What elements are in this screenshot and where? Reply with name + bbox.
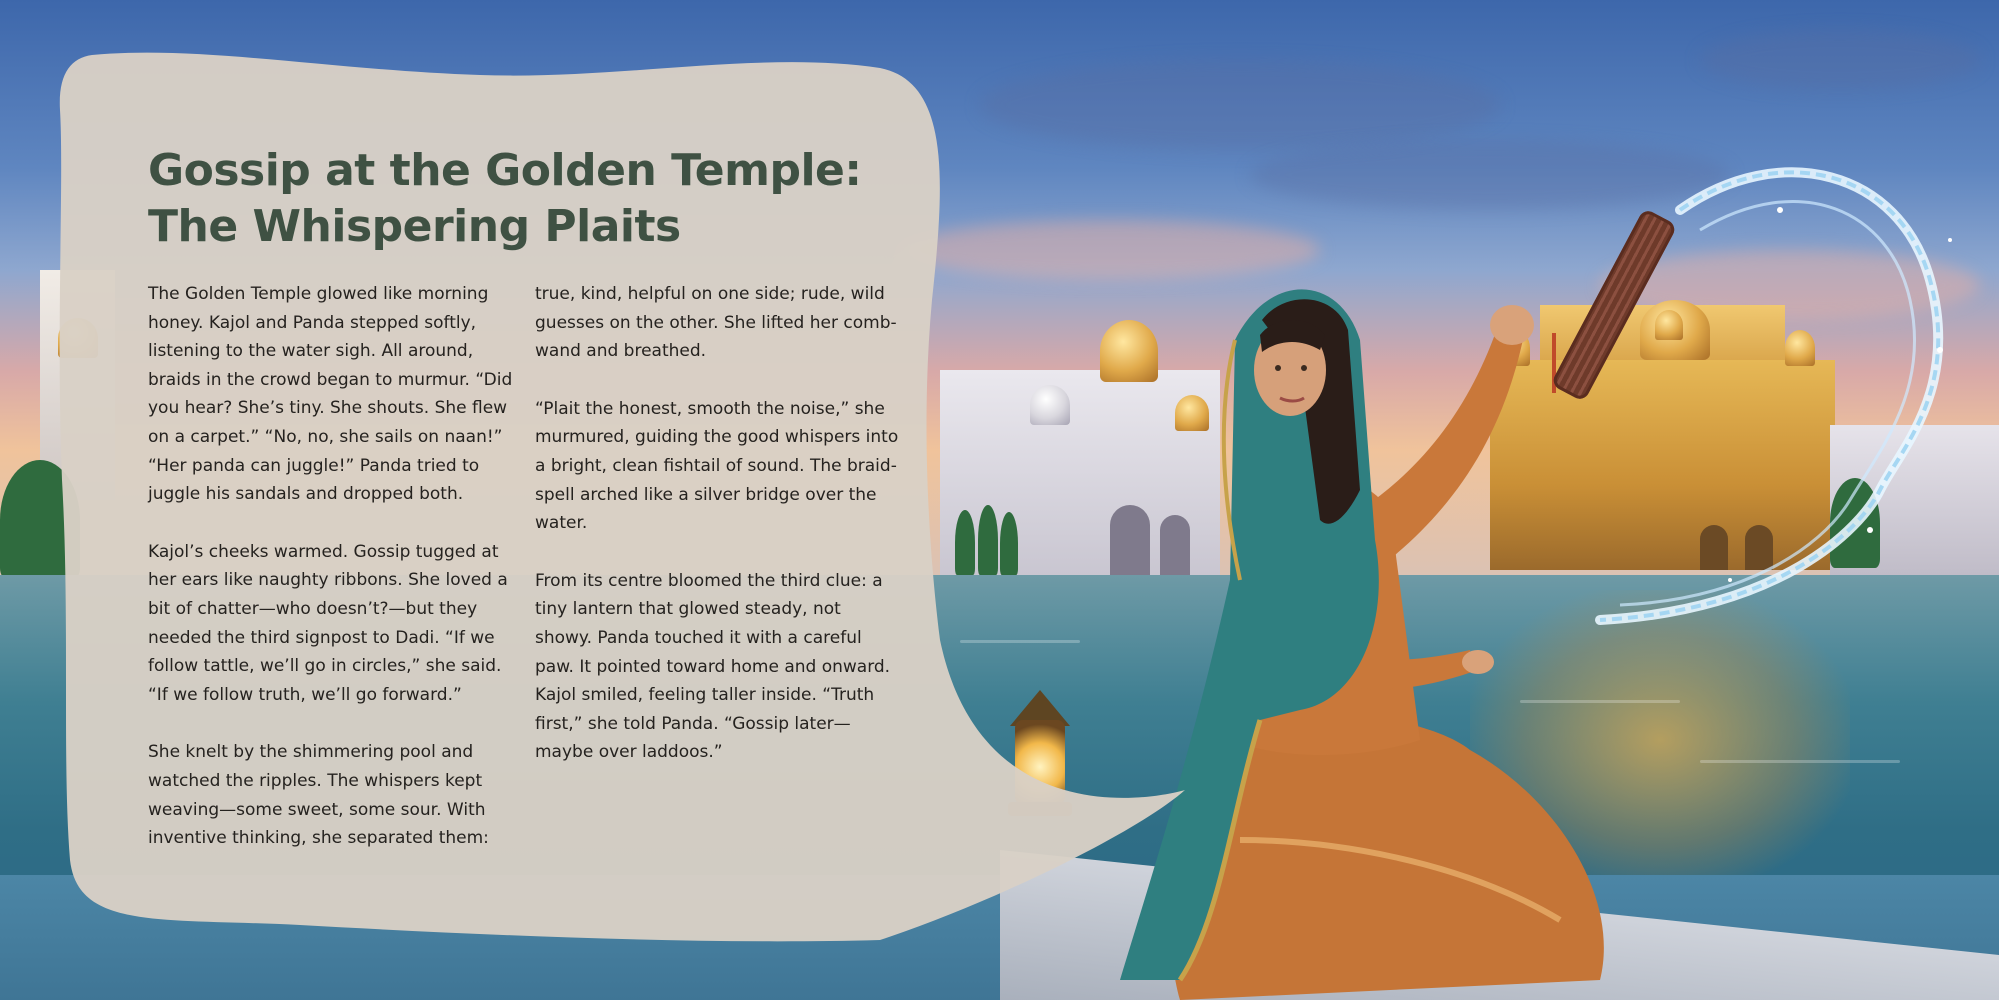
story-paragraph: She knelt by the shimmering pool and watched the ripples. The whispers kept weaving—some sweet, some sour. With inventive thinking, she separated them: (148, 742, 489, 849)
story-paragraph: The Golden Temple glowed like morning honey. Kajol and Panda stepped softly, listening to the water sigh. All around, braids in the crowd began to murmur. “Did you hear? She’s tiny. She shouts. She flew on a carpet.” “No, no, she sails on naan!” “Her panda can juggle!” Panda tried to juggle his sandals and dropped both. (148, 284, 513, 505)
story-paragraph: From its centre bloomed the third clue: a tiny lantern that glowed steady, not showy. Panda touched it with a careful paw. It pointed toward home and onward. Kajol smiled, feeling taller inside. “Truth first,” she told Panda. “Gossip later—maybe over laddoos.” (535, 570, 891, 763)
story-column-right (535, 280, 900, 767)
story-paragraph: Kajol’s cheeks warmed. Gossip tugged at her ears like naughty ribbons. She loved a bit of chatter—who doesn’t?—but they needed the third signpost to Dadi. “If we follow tattle, we’ll go in circles,” she said. “If we follow truth, we’ll go forward.” (148, 541, 508, 705)
story-title: Gossip at the Golden Temple: The Whispering Plaits (148, 145, 862, 252)
story-paragraph: true, kind, helpful on one side; rude, wild guesses on the other. She lifted her comb-wand and breathed. (535, 284, 897, 362)
story-paragraph: “Plait the honest, smooth the noise,” she murmured, guiding the good whispers into a bright, clean fishtail of sound. The braid-spell arched like a silver bridge over the water. (535, 398, 899, 534)
story-column-left (148, 280, 513, 853)
